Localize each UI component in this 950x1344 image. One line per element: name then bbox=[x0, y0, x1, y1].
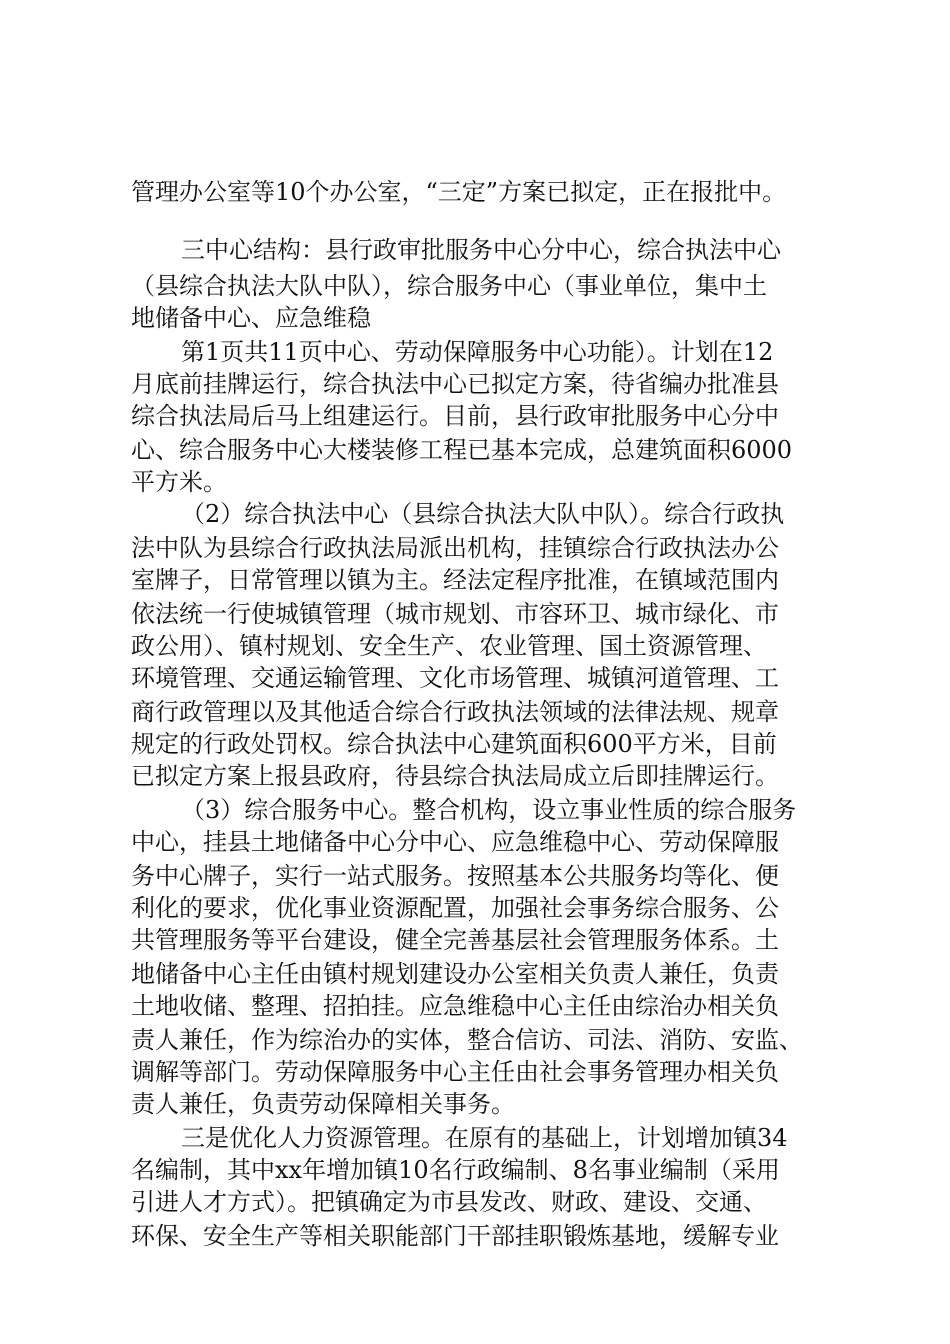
text-line: （2）综合执法中心（县综合执法大队中队）。综合行政执 bbox=[181, 500, 785, 528]
text-line: 已拟定方案上报县政府，待县综合执法局成立后即挂牌运行。 bbox=[131, 762, 779, 790]
text-line: 务中心牌子，实行一站式服务。按照基本公共服务均等化、便 bbox=[131, 862, 779, 890]
text-line: 法中队为县综合行政执法局派出机构，挂镇综合行政执法办公 bbox=[131, 534, 779, 562]
text-line: 平方米。 bbox=[131, 468, 227, 496]
text-line: 调解等部门。劳动保障服务中心主任由社会事务管理办相关负 bbox=[131, 1058, 779, 1086]
text-line: 地储备中心主任由镇村规划建设办公室相关负责人兼任，负责 bbox=[131, 960, 779, 988]
text-line: 政公用）、镇村规划、安全生产、农业管理、国土资源管理、 bbox=[131, 632, 767, 660]
text-line: 三是优化人力资源管理。在原有的基础上，计划增加镇34 bbox=[181, 1124, 788, 1152]
text-line: 心、综合服务中心大楼装修工程已基本完成，总建筑面积6000 bbox=[131, 436, 793, 464]
text-line: 责人兼任，负责劳动保障相关事务。 bbox=[131, 1090, 515, 1118]
text-line: 引进人才方式）。把镇确定为市县发改、财政、建设、交通、 bbox=[131, 1188, 767, 1216]
text-line: 室牌子，日常管理以镇为主。经法定程序批准，在镇域范围内 bbox=[131, 566, 779, 594]
text-line: 第1页共11页中心、劳动保障服务中心功能）。计划在12 bbox=[181, 338, 774, 366]
text-line: 地储备中心、应急维稳 bbox=[131, 304, 371, 332]
text-line: 环保、安全生产等相关职能部门干部挂职锻炼基地，缓解专业 bbox=[131, 1222, 779, 1250]
text-line: 依法统一行使城镇管理（城市规划、市容环卫、城市绿化、市 bbox=[131, 600, 779, 628]
text-line: 三中心结构：县行政审批服务中心分中心，综合执法中心 bbox=[181, 236, 781, 264]
text-line: 商行政管理以及其他适合综合行政执法领域的法律法规、规章 bbox=[131, 698, 779, 726]
text-line: 管理办公室等10个办公室，“三定”方案已拟定，正在报批中。 bbox=[131, 178, 787, 206]
text-line: 责人兼任，作为综治办的实体，整合信访、司法、消防、安监、 bbox=[131, 1026, 803, 1054]
text-line: 中心，挂县土地储备中心分中心、应急维稳中心、劳动保障服 bbox=[131, 828, 779, 856]
text-line: 名编制，其中xx年增加镇10名行政编制、8名事业编制（采用 bbox=[131, 1156, 780, 1184]
text-line: 利化的要求，优化事业资源配置，加强社会事务综合服务、公 bbox=[131, 894, 779, 922]
text-line: 共管理服务等平台建设，健全完善基层社会管理服务体系。土 bbox=[131, 926, 779, 954]
text-line: 综合执法局后马上组建运行。目前，县行政审批服务中心分中 bbox=[131, 402, 779, 430]
text-line: （县综合执法大队中队），综合服务中心（事业单位，集中土 bbox=[131, 272, 767, 300]
text-line: 月底前挂牌运行，综合执法中心已拟定方案，待省编办批准县 bbox=[131, 370, 779, 398]
text-line: 土地收储、整理、招拍挂。应急维稳中心主任由综治办相关负 bbox=[131, 992, 779, 1020]
text-line: （3）综合服务中心。整合机构，设立事业性质的综合服务 bbox=[181, 796, 797, 824]
text-line: 环境管理、交通运输管理、文化市场管理、城镇河道管理、工 bbox=[131, 664, 779, 692]
text-line: 规定的行政处罚权。综合执法中心建筑面积600平方米，目前 bbox=[131, 730, 777, 758]
